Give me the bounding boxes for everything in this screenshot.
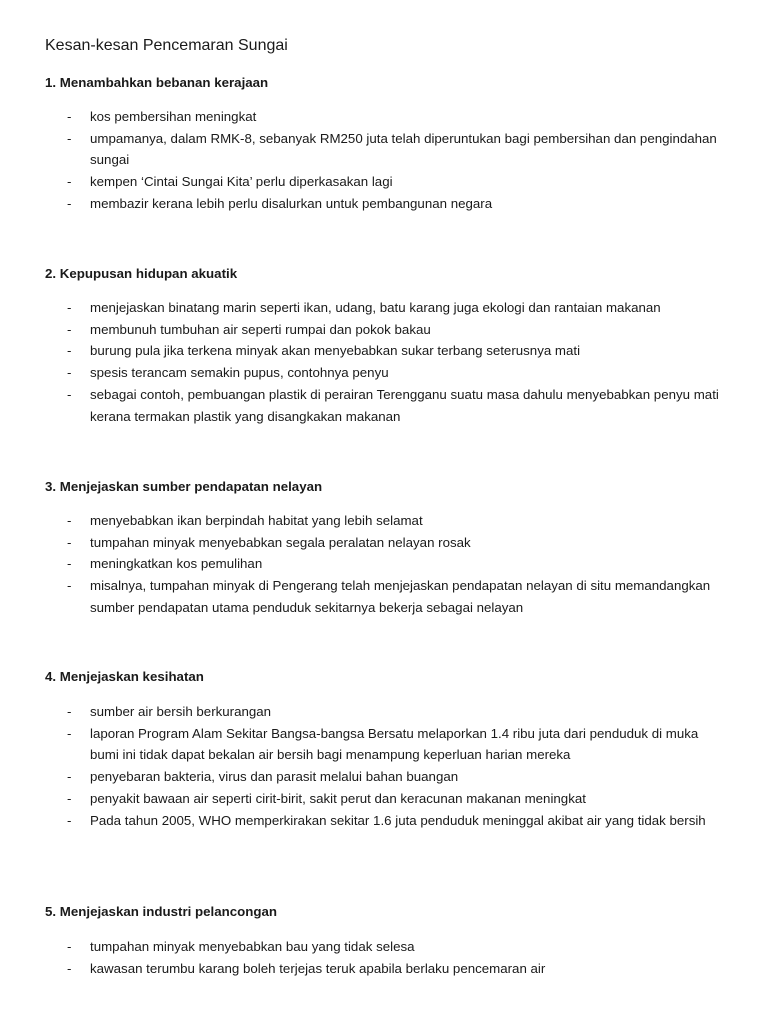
- list-item: [45, 810, 725, 832]
- list-item-text: umpamanya, dalam RMK-8, sebanyak RM250 juta telah diperuntukan bagi pembersihan dan pengindahan sungai: [90, 130, 717, 168]
- bullet-dash: -: [67, 556, 72, 572]
- bullet-dash: -: [67, 174, 72, 190]
- section-heading: 2. Kepupusan hidupan akuatik: [45, 266, 238, 281]
- list-item: [45, 766, 725, 788]
- list-item-text: misalnya, tumpahan minyak di Pengerang telah menjejaskan pendapatan nelayan di situ memandangkan sumber pendapatan utama penduduk sekitarnya bekerja sebagai nelayan: [90, 578, 711, 615]
- bullet-dash: -: [67, 109, 72, 124]
- bullet-dash: -: [67, 939, 72, 954]
- list-item-text: penyakit bawaan air seperti cirit-birit, sakit perut dan keracunan makanan meningkat: [90, 790, 586, 806]
- list-item-text: kempen ‘Cintai Sungai Kita’ perlu diperkasakan lagi: [90, 174, 393, 190]
- bullet-dash: -: [67, 343, 72, 359]
- bullet-list: [45, 510, 725, 619]
- bullet-list: [45, 936, 725, 979]
- bullet-dash: -: [67, 365, 72, 381]
- list-item: [45, 701, 725, 723]
- list-item: [45, 171, 725, 193]
- bullet-dash: -: [67, 725, 72, 741]
- list-item-text: penyebaran bakteria, virus dan parasit melalui bahan buangan: [90, 769, 459, 785]
- list-item: [45, 340, 725, 362]
- list-item-text: meningkatkan kos pemulihan: [90, 556, 263, 572]
- list-item-text: tumpahan minyak menyebabkan segala peralatan nelayan rosak: [90, 534, 471, 550]
- list-item-text: membazir kerana lebih perlu disalurkan untuk pembangunan negara: [90, 195, 493, 211]
- list-item-text: sebagai contoh, pembuangan plastik di perairan Terengganu suatu masa dahulu menyebabkan penyu mati kerana termakan plastik yang disangkakan makanan: [90, 386, 719, 424]
- list-item-text: kos pembersihan meningkat: [90, 109, 257, 124]
- bullet-dash: -: [67, 790, 72, 806]
- list-item: [45, 106, 725, 128]
- bullet-dash: -: [67, 130, 72, 146]
- section-heading: 5. Menjejaskan industri pelancongan: [45, 904, 278, 919]
- section-heading: 4. Menjejaskan kesihatan: [45, 669, 204, 684]
- list-item-text: Pada tahun 2005, WHO memperkirakan sekitar 1.6 juta penduduk meninggal akibat air yang tidak bersih: [90, 812, 706, 828]
- list-item-text: spesis terancam semakin pupus, contohnya penyu: [90, 365, 389, 381]
- list-item-text: tumpahan minyak menyebabkan bau yang tidak selesa: [90, 939, 415, 954]
- bullet-list: [45, 106, 725, 215]
- list-item-text: membunuh tumbuhan air seperti rumpai dan pokok bakau: [90, 321, 431, 337]
- list-item-text: laporan Program Alam Sekitar Bangsa-bangsa Bersatu melaporkan 1.4 ribu juta dari penduduk di muka bumi ini tidak dapat bekalan air bersih bagi menampung keperluan harian mereka: [90, 725, 699, 763]
- document-title: Kesan-kesan Pencemaran Sungai: [45, 37, 288, 54]
- bullet-dash: -: [67, 769, 72, 785]
- bullet-dash: -: [67, 534, 72, 550]
- list-item: [45, 723, 725, 766]
- list-item: [45, 936, 725, 958]
- list-item: [45, 510, 725, 532]
- list-item: [45, 128, 725, 171]
- list-item: [45, 532, 725, 554]
- list-item-text: burung pula jika terkena minyak akan menyebabkan sukar terbang seterusnya mati: [90, 343, 581, 359]
- bullet-dash: -: [67, 960, 72, 976]
- list-item-text: kawasan terumbu karang boleh terjejas teruk apabila berlaku pencemaran air: [90, 960, 546, 976]
- list-item-text: sumber air bersih berkurangan: [90, 704, 272, 719]
- section-heading: 1. Menambahkan bebanan kerajaan: [45, 75, 269, 90]
- list-item: [45, 958, 725, 980]
- list-item: [45, 384, 725, 427]
- bullet-dash: -: [67, 321, 72, 337]
- list-item-text: menjejaskan binatang marin seperti ikan, udang, batu karang juga ekologi dan rantaian makanan: [90, 300, 661, 315]
- bullet-dash: -: [67, 513, 72, 528]
- bullet-list: [45, 701, 725, 831]
- bullet-list: [45, 297, 725, 427]
- bullet-dash: -: [67, 300, 72, 315]
- list-item: [45, 193, 725, 215]
- list-item: [45, 297, 725, 319]
- bullet-dash: -: [67, 578, 72, 594]
- bullet-dash: -: [67, 812, 72, 828]
- bullet-dash: -: [67, 195, 72, 211]
- section-heading: 3. Menjejaskan sumber pendapatan nelayan: [45, 479, 323, 494]
- list-item: [45, 788, 725, 810]
- bullet-dash: -: [67, 704, 72, 719]
- list-item: [45, 362, 725, 384]
- list-item-text: menyebabkan ikan berpindah habitat yang lebih selamat: [90, 513, 423, 528]
- list-item: [45, 553, 725, 575]
- list-item: [45, 319, 725, 341]
- list-item: [45, 575, 725, 618]
- bullet-dash: -: [67, 386, 72, 402]
